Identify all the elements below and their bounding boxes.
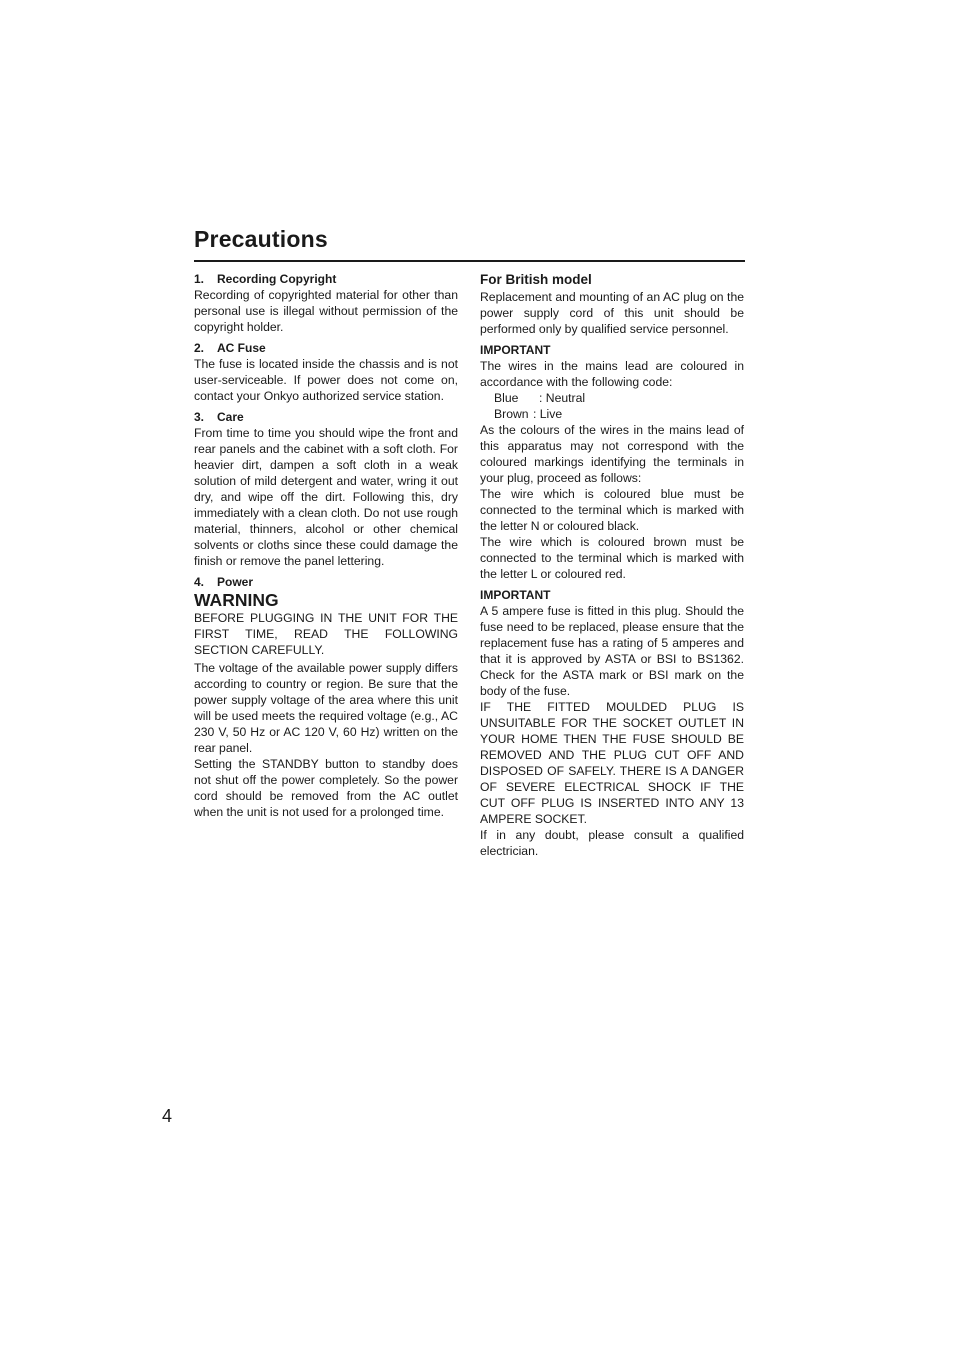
wires-intro-text: The wires in the mains lead are coloured in accordance with the following code: (480, 359, 744, 389)
section-heading-ac-fuse (194, 340, 458, 356)
section-heading-power (194, 574, 458, 590)
doubt-text: If in any doubt, please consult a qualified electrician. (480, 828, 744, 858)
brown-wire-text: The wire which is coloured brown must be connected to the terminal which is marked with the letter L or coloured red. (480, 535, 744, 581)
section-title: AC Fuse (217, 341, 266, 355)
page-number: 4 (162, 1106, 173, 1126)
important-heading: IMPORTANT (480, 588, 551, 602)
title-rule (194, 260, 745, 262)
warning-caps-text: BEFORE PLUGGING IN THE UNIT FOR THE FIRST TIME, READ THE FOLLOWING SECTION CAREFULLY. (194, 611, 458, 657)
section-title: Care (217, 410, 244, 424)
left-column (194, 271, 458, 820)
wire-colour-label: Blue (494, 391, 519, 405)
page-title: Precautions (194, 226, 328, 252)
care-text: From time to time you should wipe the front and rear panels and the cabinet with a soft cloth. For heavier dirt, dampen a soft cloth in a weak solution of mild detergent and water, wring it out dry, and wipe off the dirt. Following this, dry immediately with a clean cloth. Do not use rough material, thinners, alcohol or other chemical solvents or cloths since these could damage the finish or remove the panel lettering. (194, 426, 458, 568)
fuse-text: A 5 ampere fuse is fitted in this plug. Should the fuse need to be replaced, please ensure that the replacement fuse has a rating of 5 amperes and that it is approved by ASTA or BSI to BS1362. Check for the ASTA mark or BSI mark on the body of the fuse. (480, 604, 744, 698)
moulded-plug-caps-text: IF THE FITTED MOULDED PLUG IS UNSUITABLE FOR THE SOCKET OUTLET IN YOUR HOME THEN THE FUSE SHOULD BE REMOVED AND THE PLUG CUT OFF AND DISPOSED OF SAFELY. THERE IS A DANGER OF SEVERE ELECTRICAL SHOCK IF THE CUT OFF PLUG IS INSERTED INTO ANY 13 AMPERE SOCKET. (480, 700, 744, 826)
ac-fuse-text: The fuse is located inside the chassis and is not user-serviceable. If power does not come on, contact your Onkyo authorized service station. (194, 357, 458, 403)
section-title: Power (217, 575, 254, 589)
british-model-heading: For British model (480, 272, 592, 287)
wire-colour-value: : Neutral (539, 391, 586, 405)
section-number: 4. (194, 575, 205, 589)
blue-wire-text: The wire which is coloured blue must be connected to the terminal which is marked with the letter N or coloured black. (480, 487, 744, 533)
colours-text: As the colours of the wires in the mains lead of this apparatus may not correspond with the coloured markings identifying the terminals in your plug, proceed as follows: (480, 423, 744, 485)
important-heading: IMPORTANT (480, 343, 551, 357)
power-voltage-text: The voltage of the available power supply differs according to country or region. Be sure that the power supply voltage of the area where this unit will be used meets the required voltage (e.g., AC 230 V, 50 Hz or AC 120 V, 60 Hz) written on the rear panel. (194, 661, 458, 755)
power-standby-text: Setting the STANDBY button to standby does not shut off the power completely. So the power cord should be removed from the AC outlet when the unit is not used for a prolonged time. (194, 757, 458, 819)
wire-colour-value: : Live (533, 407, 563, 421)
wire-colour-label: Brown (494, 407, 529, 421)
wire-code-blue (480, 390, 744, 406)
british-model-intro: Replacement and mounting of an AC plug on the power supply cord of this unit should be performed only by qualified service personnel. (480, 290, 744, 336)
section-number: 2. (194, 341, 205, 355)
section-number: 1. (194, 272, 205, 286)
recording-copyright-text: Recording of copyrighted material for other than personal use is illegal without permission of the copyright holder. (194, 288, 458, 334)
wire-code-brown (480, 406, 744, 422)
warning-heading: WARNING (194, 590, 279, 610)
section-heading-care (194, 409, 458, 425)
section-heading-recording-copyright (194, 271, 458, 287)
section-number: 3. (194, 410, 205, 424)
section-title: Recording Copyright (217, 272, 337, 286)
right-column (480, 271, 744, 859)
